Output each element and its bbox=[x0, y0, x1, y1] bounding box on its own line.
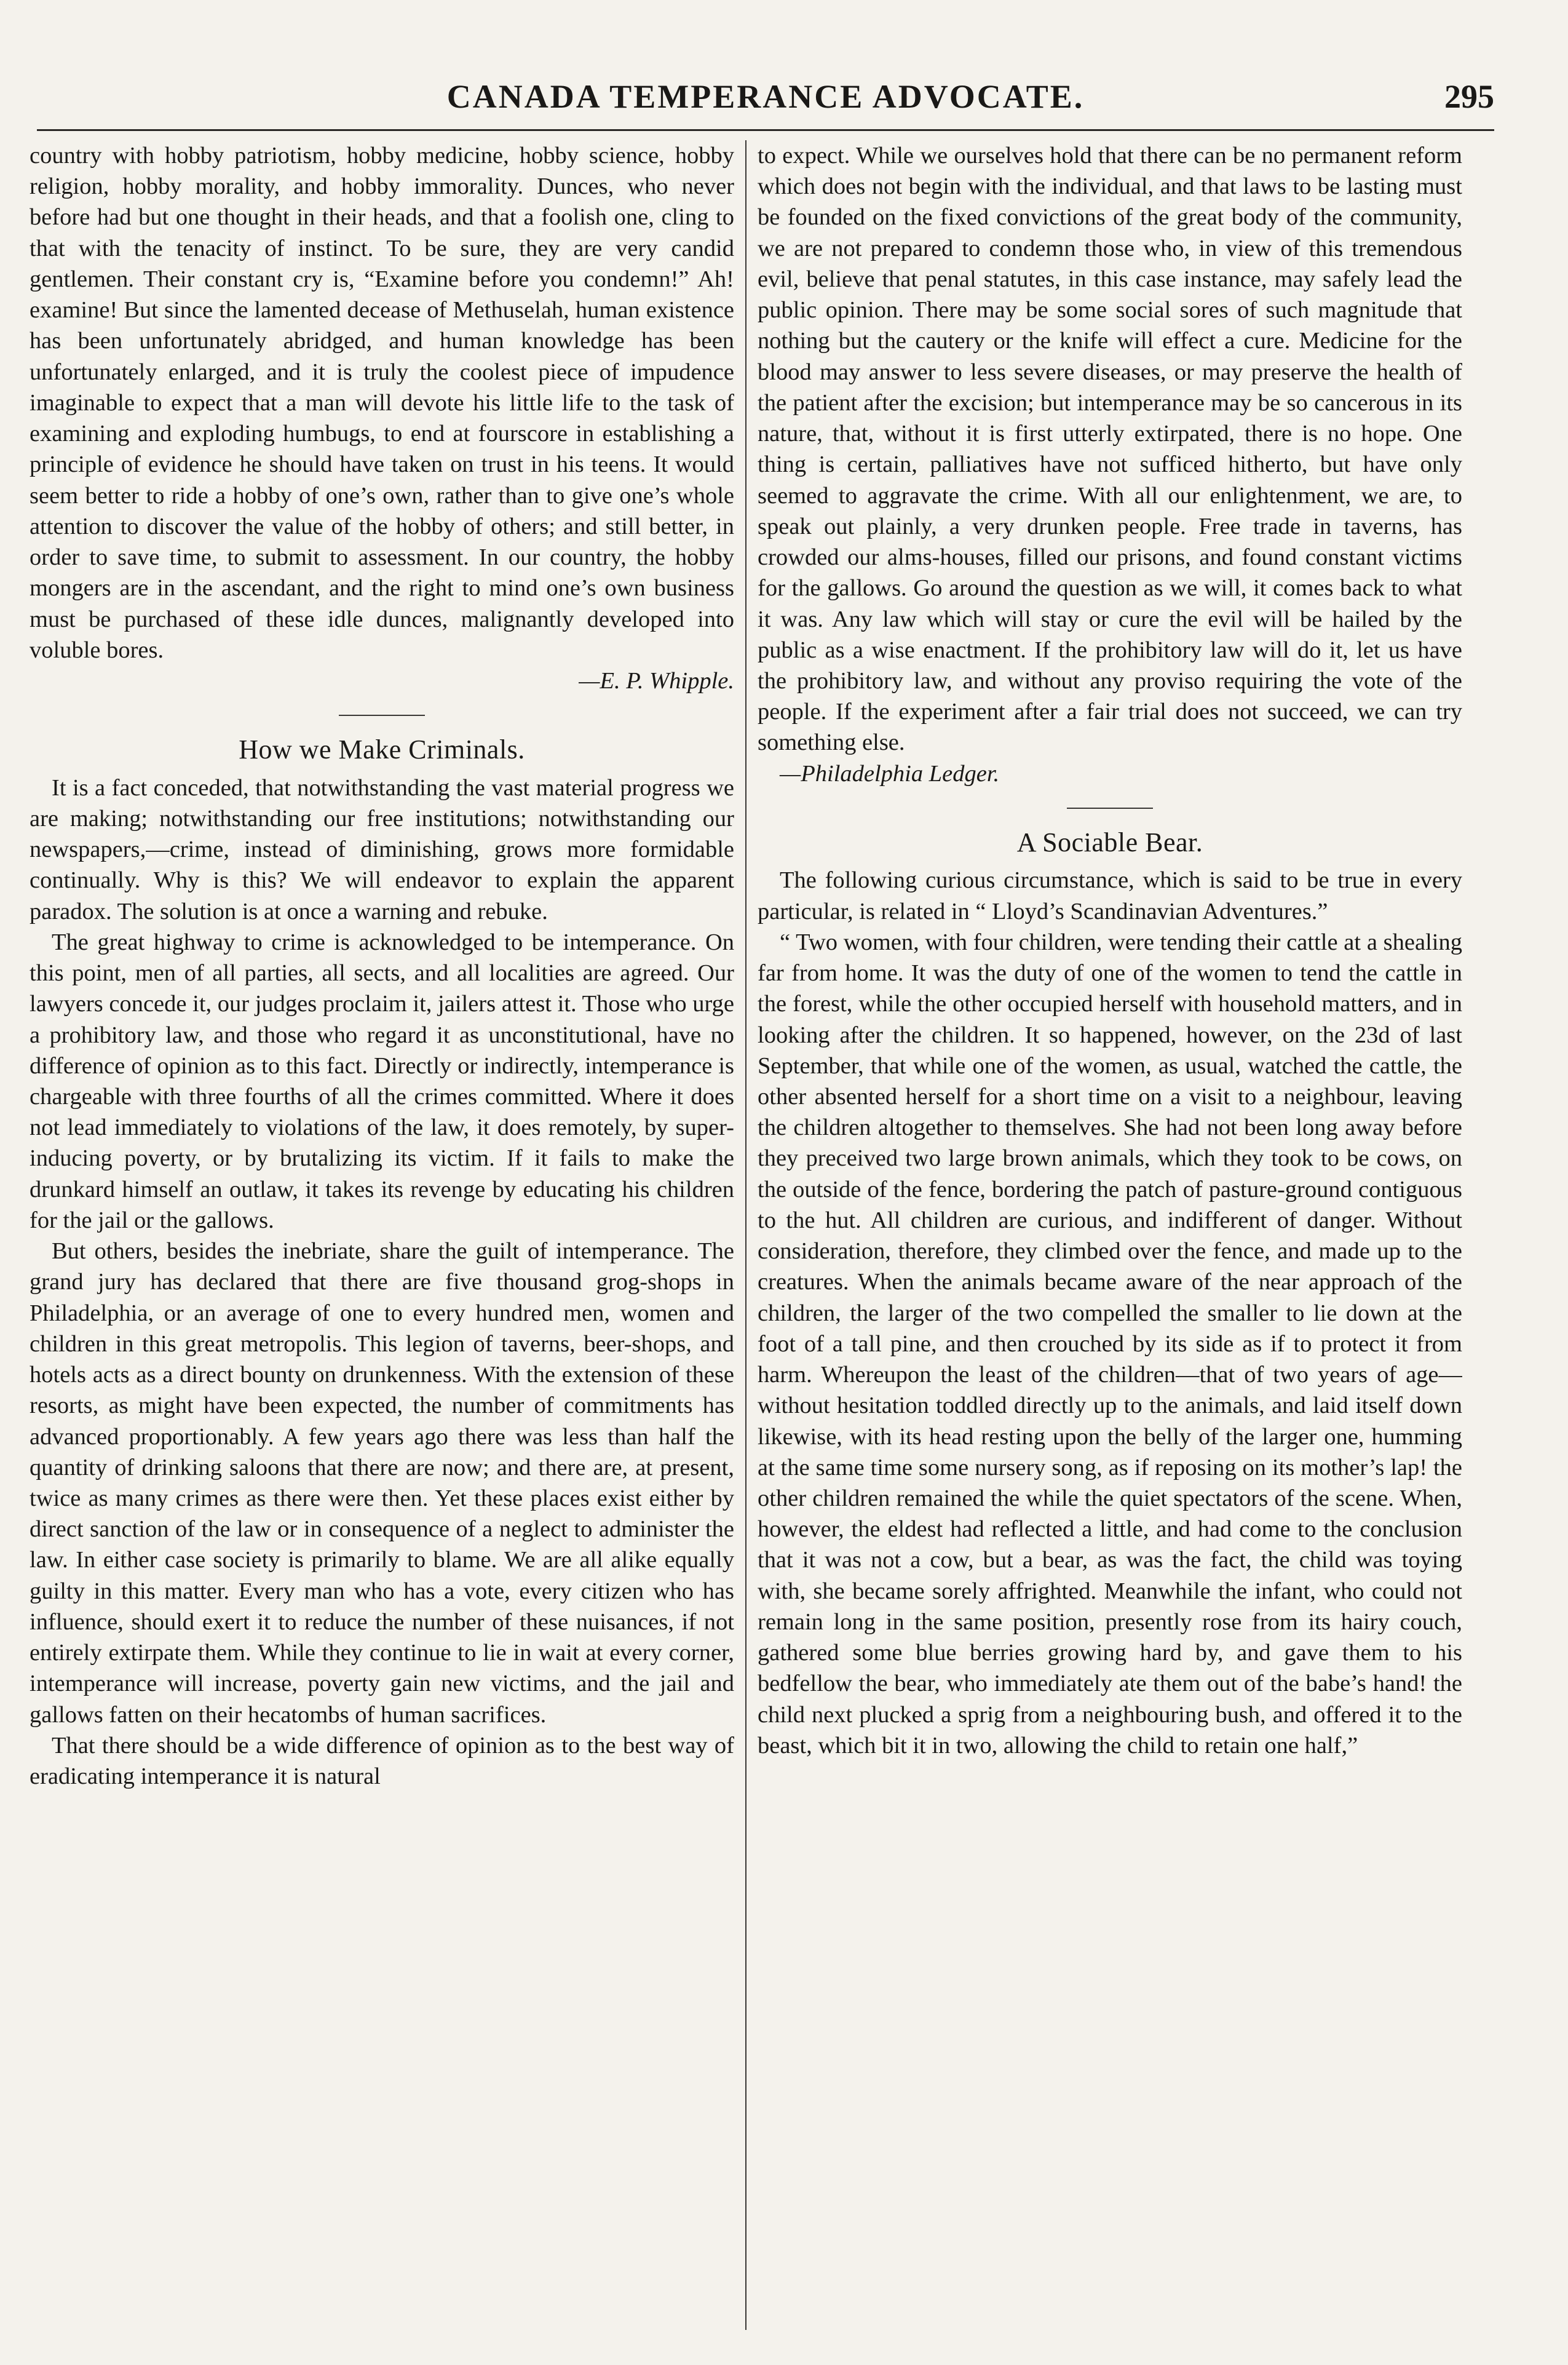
column-divider bbox=[745, 140, 746, 2330]
article-paragraph: “ Two women, with four children, were tending their cattle at a shealing far from home. It was the duty of one of the women to tend the cattle in the forest, while the other occupied herself with household matters, and in looking after the children. It so happened, however, on the 23d of last September, that while one of the women, as usual, watched the cattle, the other absented herself for a short time on a visit to a neighbour, leaving the children altogether to themselves. She had not been long away before they preceived two large brown animals, which they took to be cows, on the outside of the fence, bordering the patch of pasture-ground contiguous to the hut. All children are curious, and indifferent of danger. Without consideration, therefore, they climbed over the fence, and made up to the creatures. When the animals became aware of the near approach of the children, the larger of the two compelled the smaller to lie down at the foot of a tall pine, and then crouched by its side as if to protect it from harm. Whereupon the least of the children—that of two years of age—without hesitation toddled directly up to the animals, and laid itself down likewise, with its head resting upon the belly of the larger one, humming at the same time some nursery song, as if reposing on its mother’s lap! the other children remained the while the quiet spectators of the scene. When, however, the eldest had reflected a little, and had come to the conclusion that it was not a cow, but a bear, as was the fact, the child was toying with, she became sorely affrighted. Meanwhile the infant, who could not remain long in the same position, presently rose from its hairy couch, gathered some blue berries growing hard by, and gave them to his bedfellow the bear, who immediately ate them out of the babe’s hand! the child next plucked a sprig from a neighbouring bush, and offered it to the beast, which bit it in two, allowing the child to retain one half,” bbox=[758, 929, 1462, 1759]
article-paragraph: country with hobby patriotism, hobby medicine, hobby science, hobby religion, hobby morality, and hobby immorality. Dunces, who never before had but one thought in their heads, and that a foolish one, cling to that with the tenacity of instinct. To be sure, they are very candid gentlemen. Their constant cry is, “Examine before you condemn!” Ah! examine! But since the lamented decease of Methuselah, human existence has been unfortunately abridged, and human knowledge has been unfortunately enlarged, and it is truly the coolest piece of impudence imaginable to expect that a man will devote his little life to the task of examining and exploding humbugs, to end at fourscore in establishing a principle of evidence he should have taken on trust in his teens. It would seem better to ride a hobby of one’s own, rather than to give one’s whole attention to discover the value of the hobby of others; and still better, in order to save time, to submit to assessment. In our country, the hobby mongers are in the ascendant, and the right to mind one’s own business must be purchased of these idle dunces, malignantly developed into voluble bores. bbox=[30, 143, 734, 663]
article-paragraph: That there should be a wide difference of opinion as to the best way of eradicating intemperance it is natural bbox=[30, 1732, 734, 1790]
left-column bbox=[30, 140, 734, 2330]
article-separator bbox=[339, 715, 425, 716]
page-header bbox=[37, 73, 1494, 131]
article-paragraph: to expect. While we ourselves hold that there can be no permanent reform which does not begin with the individual, and that laws to be lasting must be founded on the fixed convictions of the great body of the community, we are not prepared to condemn those who, in view of this tremendous evil, believe that penal statutes, in this case instance, may safely lead the public opinion. There may be some social sores of such magnitude that nothing but the cautery or the knife will effect a cure. Medicine for the blood may answer to less severe diseases, or may preserve the health of the patient after the excision; but intemperance may be so cancerous in its nature, that, without it is first utterly extirpated, there is no hope. One thing is certain, palliatives have not sufficed hitherto, but have only seemed to aggravate the crime. With all our enlightenment, we are, to speak out plainly, a very drunken people. Free trade in taverns, has crowded our alms-houses, filled our prisons, and found constant victims for the gallows. Go around the question as we will, it comes back to what it was. Any law which will stay or cure the evil will be hailed by the public as a wise enactment. If the prohibitory law will do it, let us have the prohibitory law, and without any proviso requiring the vote of the people. If the experiment after a fair trial does not succeed, we can try something else. bbox=[758, 143, 1462, 756]
article-paragraph: The following curious circumstance, which is said to be true in every particular, is related in “ Lloyd’s Scandinavian Adventures.” bbox=[758, 867, 1462, 924]
right-column bbox=[758, 140, 1462, 2330]
article-paragraph: It is a fact conceded, that notwithstanding the vast material progress we are making; notwithstanding our free institutions; notwithstanding our newspapers,—crime, instead of diminishing, grows more formidable continually. Why is this? We will endeavor to explain the apparent paradox. The solution is at once a warning and rebuke. bbox=[30, 774, 734, 924]
article-separator bbox=[1067, 808, 1153, 809]
page-number: 295 bbox=[1444, 78, 1494, 115]
article-title: How we Make Criminals. bbox=[239, 734, 525, 765]
article-title: A Sociable Bear. bbox=[1016, 827, 1203, 857]
header-rule bbox=[37, 129, 1494, 131]
article-source: —Philadelphia Ledger. bbox=[780, 760, 1000, 787]
article-paragraph: The great highway to crime is acknowledged to be intemperance. On this point, men of all parties, all sects, and all localities are agreed. Our lawyers concede it, our judges proclaim it, jailers attest it. Those who urge a prohibitory law, and those who regard it as unconstitutional, have no difference of opinion as to this fact. Directly or indirectly, intemperance is chargeable with three fourths of all the crimes committed. Where it does not lead immediately to violations of the law, it does remotely, by super-inducing poverty, or by brutalizing its victim. If it fails to make the drunkard himself an outlaw, it takes its revenge by educating his children for the jail or the gallows. bbox=[30, 929, 734, 1233]
article-signature: —E. P. Whipple. bbox=[579, 667, 734, 694]
masthead-title: CANADA TEMPERANCE ADVOCATE. bbox=[446, 78, 1085, 115]
article-paragraph: But others, besides the inebriate, share the guilt of intemperance. The grand jury has declared that there are five thousand grog-shops in Philadelphia, or an average of one to every hundred men, women and children in this great metropolis. This legion of taverns, beer-shops, and hotels acts as a direct bounty on drunkenness. With the extension of these resorts, as might have been expected, the number of commitments has advanced proportionably. A few years ago there was less than half the quantity of drinking saloons that there are now; and there are, at present, twice as many crimes as there were then. Yet these places exist either by direct sanction of the law or in consequence of a neglect to administer the law. In either case society is primarily to blame. We are all alike equally guilty in this matter. Every man who has a vote, every citizen who has influence, should exert it to reduce the number of these nuisances, if not entirely extirpate them. While they continue to lie in wait at every corner, intemperance will increase, poverty gain new victims, and the jail and gallows fatten on their hecatombs of human sacrifices. bbox=[30, 1238, 734, 1728]
